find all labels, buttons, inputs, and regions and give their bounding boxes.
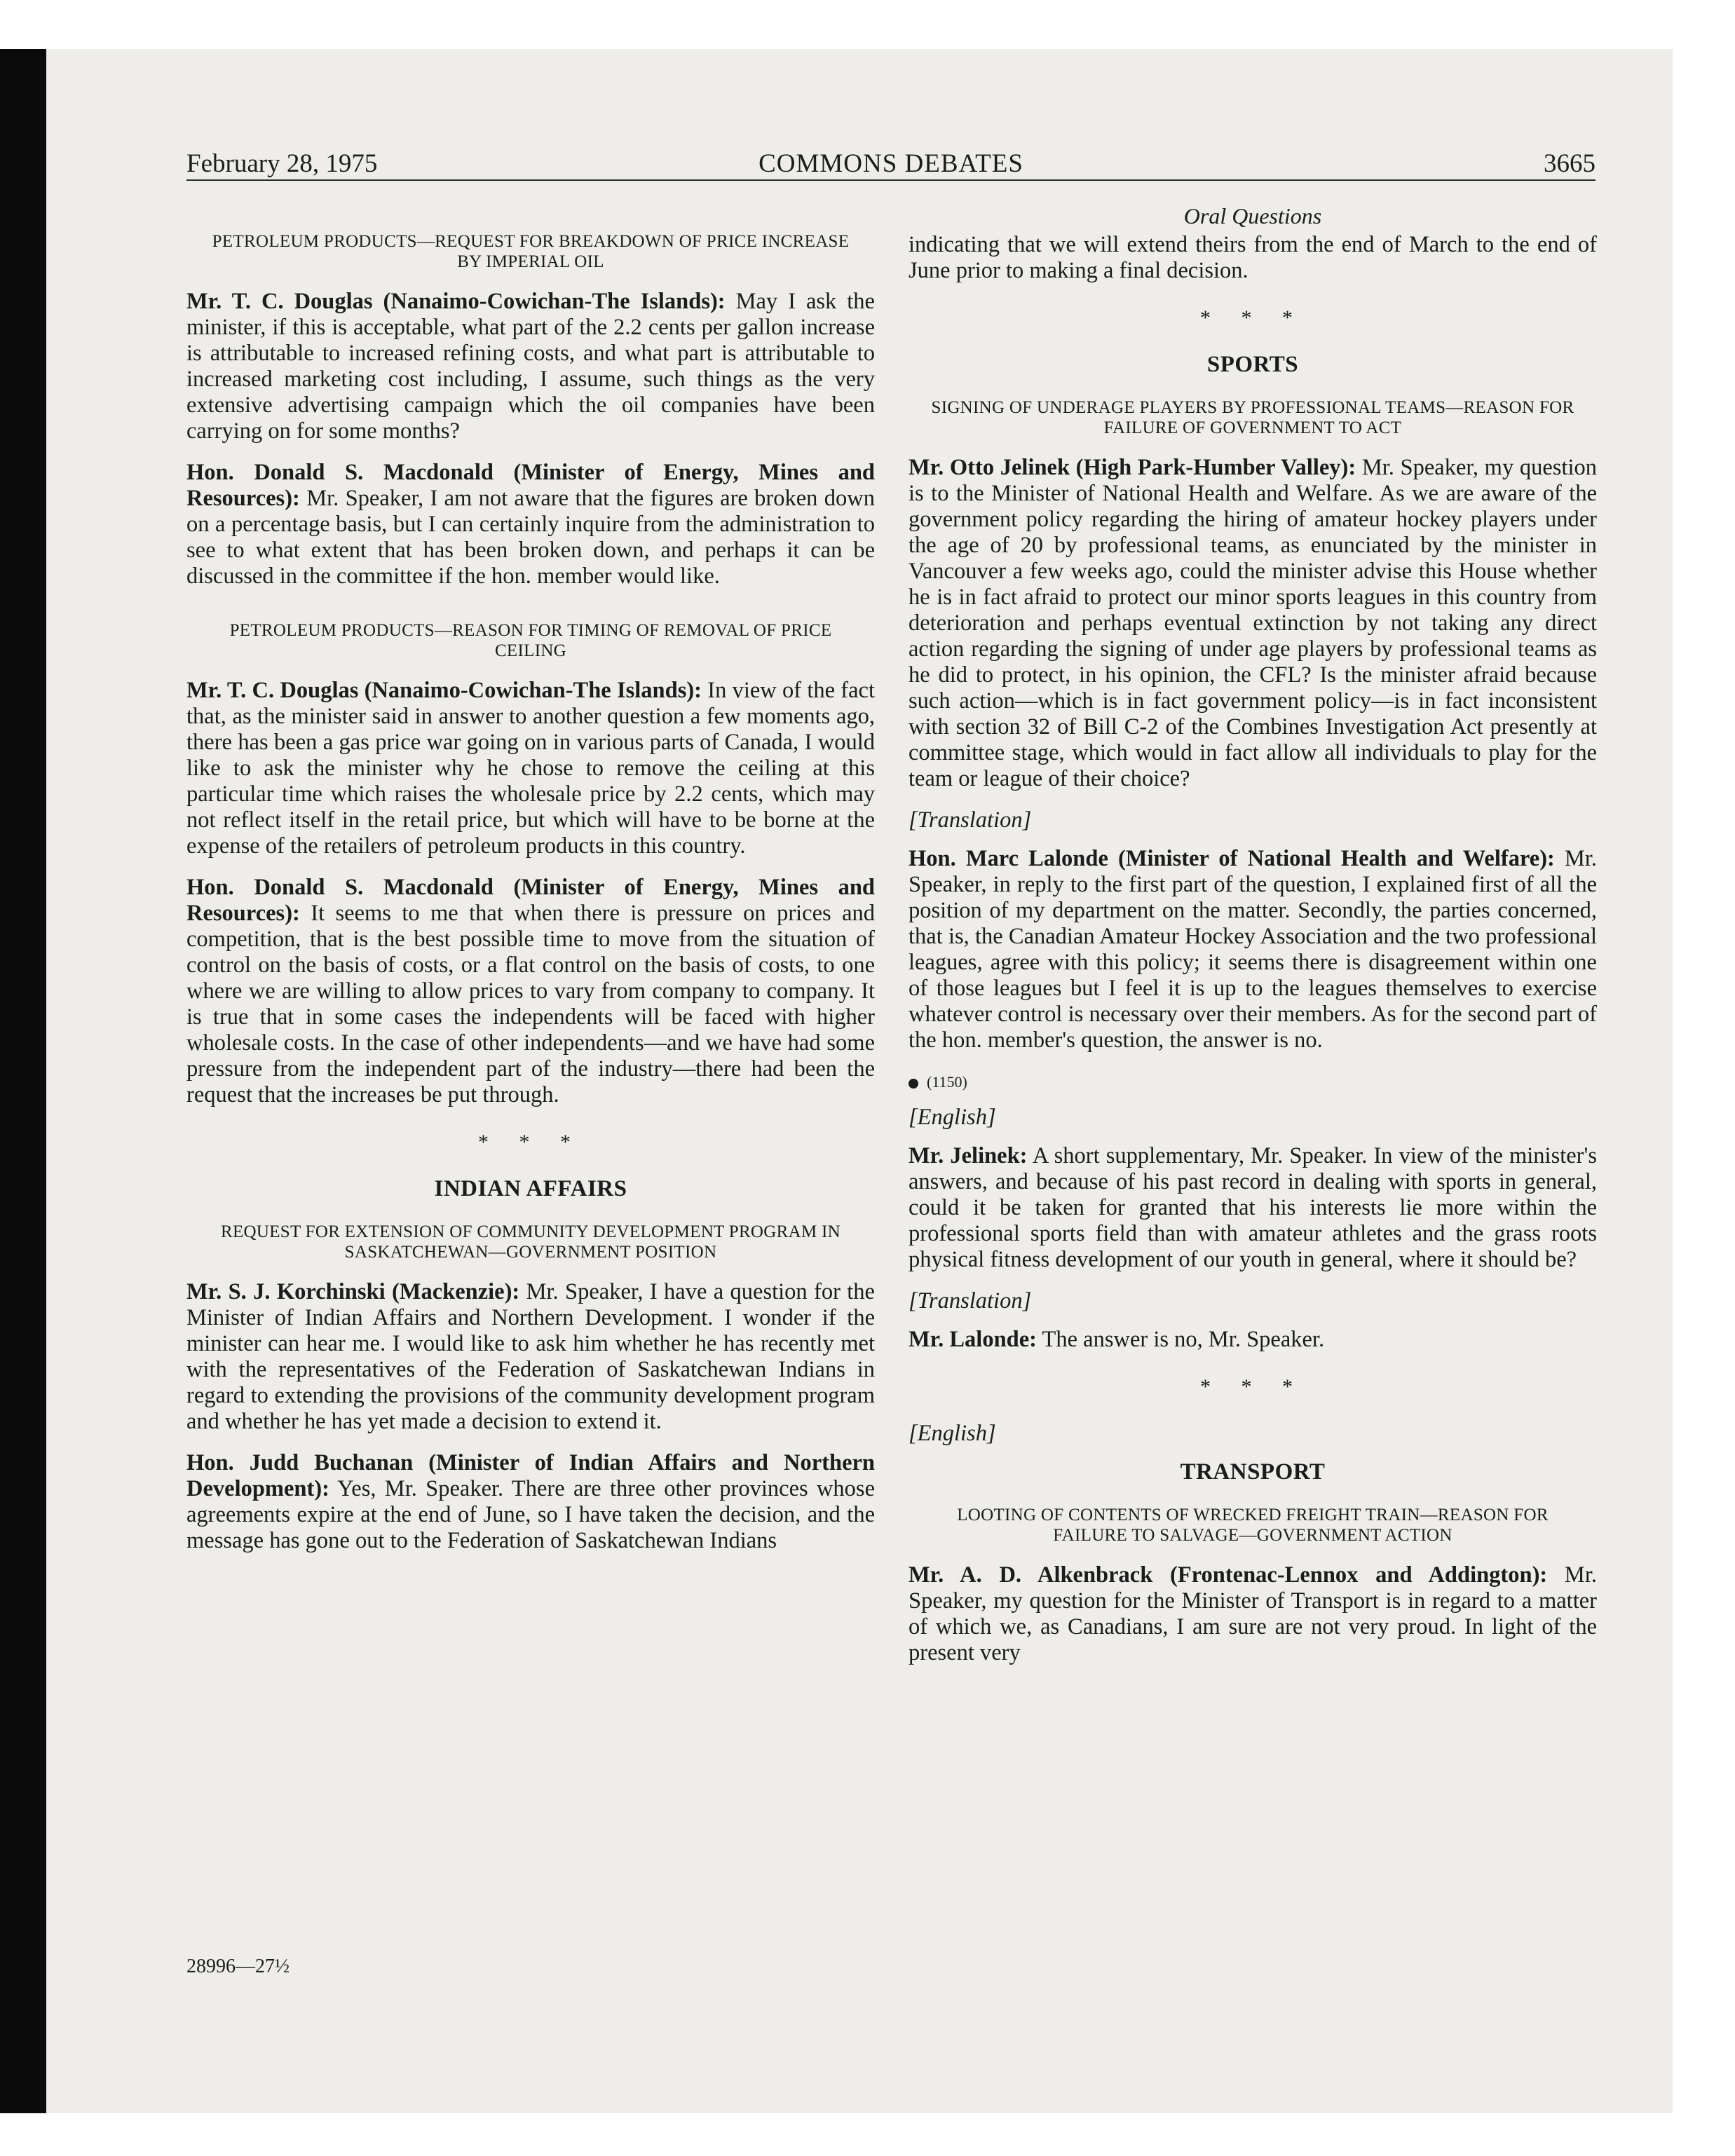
paragraph-text: Mr. Speaker, I have a question for the Minister of Indian Affairs and Northern Development. I wonder if the minister can hear me. I would like to ask him whether he has recently met with the representatives of the Federation of Saskatchewan Indians in regard to extending the provisions of the community development program and whether he has yet made a decision to extend it. (186, 1279, 875, 1434)
header-date: February 28, 1975 (186, 149, 378, 178)
section-title: TRANSPORT (1180, 1459, 1326, 1485)
paragraph-text: A short supplementary, Mr. Speaker. In view of the minister's answers, and because of his past record in dealing with sports in general, could it be taken for granted that his interests lie more within the professional sports field than with amateur athletes and the grass roots physical fitness development of our youth in general, where it should be? (909, 1143, 1597, 1272)
paragraph (909, 455, 1597, 792)
paragraph (909, 232, 1597, 284)
paragraph-text: In view of the fact that, as the minister said in answer to another question a few moments ago, there has been a gas price war going on in various parts of Canada, I would like to ask the minister why he chose to remove the ceiling at this particular time which raises the wholesale price by 2.2 cents, which may not reflect itself in the retail price, but which will have to be borne at the expense of the retailers of petroleum products in this country. (186, 678, 875, 859)
section-title: SPORTS (1206, 352, 1299, 377)
timestamp-marker (909, 1069, 1597, 1095)
paragraph-text: Mr. Speaker, my question for the Minister of Transport is in regard to a matter of which we, as Canadians, I am sure are not very proud. In light of the present very (909, 1562, 1597, 1665)
paragraph-text: It seems to me that when there is pressure on prices and competition, that is the best possible time to move from the situation of control on the basis of costs, or a flat control on the basis of costs, to one where we are willing to allow prices to vary from company to company. It is true that in some cases the independents will be faced with higher wholesale costs. In the case of other independents—and we have had some pressure from the independent part of the industry—there had been the request that the increases be put through. (186, 901, 875, 1107)
section-divider-stars: * * * (478, 1131, 583, 1154)
language-tag: [Translation] (909, 1288, 1032, 1314)
paragraph (186, 460, 875, 589)
paragraph (186, 678, 875, 859)
right-column (909, 203, 1597, 1681)
paragraph-text: Yes, Mr. Speaker. There are three other provinces whose agreements expire at the end of June, so I have taken the decision, and the message has gone out to the Federation of Saskatchewan Indians (186, 1476, 875, 1553)
speaker-name: Mr. S. J. Korchinski (Mackenzie): (186, 1279, 520, 1304)
paragraph-text: Mr. Speaker, in reply to the first part of the question, I explained first of all the position of my department on the matter. Secondly, the parties concerned, that is, the Canadian Amateur Hockey Association and the two professional leagues, agree with this policy; it seems there is disagreement within one of those leagues but I feel it is up to the leagues themselves to exercise whatever control is necessary over their members. As for the second part of the hon. member's question, the answer is no. (909, 846, 1597, 1053)
language-tag: [English] (909, 1105, 996, 1130)
paragraph (909, 1327, 1597, 1353)
paragraph-text: Mr. Speaker, my question is to the Minister of National Health and Welfare. As we are aware of the government policy regarding the hiring of amateur hockey players under the age of 20 by professional teams, as enunciated by the minister in Vancouver a few weeks ago, could the minister advise this House whether he is in fact afraid to protect our minor sports leagues in this country from deterioration and perhaps eventual extinction by not taking any direct action regarding the signing of under age players by professional teams as he did to protect, in his opinion, the CFL? Is the minister afraid because such action—which is in fact government policy—is in fact inconsistent with section 32 of Bill C-2 of the Combines Investigation Act presently at committee stage, which would in fact allow all individuals to play for the team or league of their choice? (909, 455, 1597, 791)
paragraph (909, 1562, 1597, 1666)
subheading: REQUEST FOR EXTENSION OF COMMUNITY DEVELOPMENT PROGRAM IN SASKATCHEWAN—GOVERNMENT POSITION (220, 1222, 841, 1262)
paragraph-text: May I ask the minister, if this is acceptable, what part of the 2.2 cents per gallon increase is attributable to increased refining costs, and what part is attributable to increased marketing cost including, I assume, such things as the very extensive advertising campaign which the oil companies have been carrying on for some months? (186, 289, 875, 444)
paragraph-text: Mr. Speaker, I am not aware that the figures are broken down on a percentage basis, but I can certainly inquire from the administration to see to what extent that has been broken down, and perhaps it can be discussed in the committee if the hon. member would like. (186, 486, 875, 589)
paragraph (186, 875, 875, 1108)
speaker-name: Mr. T. C. Douglas (Nanaimo-Cowichan-The Islands): (186, 289, 726, 314)
subheading: PETROLEUM PRODUCTS—REASON FOR TIMING OF REMOVAL OF PRICE CEILING (229, 621, 832, 660)
paragraph (909, 1143, 1597, 1273)
paragraph-text: indicating that we will extend theirs from the end of March to the end of June prior to making a final decision. (909, 232, 1597, 283)
left-column (186, 203, 875, 1569)
speaker-name: Hon. Donald S. Macdonald (Minister of Energy, Mines and Resources): (186, 460, 875, 511)
speaker-name: Mr. A. D. Alkenbrack (Frontenac-Lennox and Addington): (909, 1562, 1548, 1588)
section-divider-stars: * * * (1200, 306, 1305, 329)
timestamp-text: (1150) (927, 1073, 967, 1091)
speaker-name: Mr. Otto Jelinek (High Park-Humber Valley): (909, 455, 1356, 480)
footer-print-code: 28996—27½ (186, 1956, 290, 1977)
subheading: SIGNING OF UNDERAGE PLAYERS BY PROFESSIONAL TEAMS—REASON FOR FAILURE OF GOVERNMENT TO ACT (931, 398, 1574, 437)
paragraph (186, 1279, 875, 1435)
paragraph (186, 289, 875, 444)
paragraph-text: The answer is no, Mr. Speaker. (1036, 1327, 1325, 1352)
speaker-name: Mr. Jelinek: (909, 1143, 1028, 1168)
page-header (186, 149, 1595, 182)
header-publication: COMMONS DEBATES (758, 149, 1023, 178)
paragraph (186, 1450, 875, 1554)
running-head: Oral Questions (1183, 203, 1322, 228)
language-tag: [English] (909, 1421, 996, 1446)
subheading: PETROLEUM PRODUCTS—REQUEST FOR BREAKDOWN OF PRICE INCREASE BY IMPERIAL OIL (212, 232, 850, 271)
speaker-name: Hon. Judd Buchanan (Minister of Indian Affairs and Northern Development): (186, 1450, 875, 1501)
section-title: INDIAN AFFAIRS (434, 1176, 627, 1201)
header-page-number: 3665 (1544, 149, 1595, 178)
speaker-name: Mr. T. C. Douglas (Nanaimo-Cowichan-The Islands): (186, 678, 702, 703)
scan-black-edge (0, 49, 46, 2113)
header-rule (186, 179, 1595, 181)
section-divider-stars: * * * (1200, 1375, 1305, 1398)
speaker-name: Mr. Lalonde: (909, 1327, 1037, 1352)
speaker-name: Hon. Marc Lalonde (Minister of National Health and Welfare): (909, 846, 1555, 871)
subheading: LOOTING OF CONTENTS OF WRECKED FREIGHT TRAIN—REASON FOR FAILURE TO SALVAGE—GOVERNMENT ACTION (957, 1506, 1549, 1545)
language-tag: [Translation] (909, 807, 1032, 833)
bullet-icon (909, 1079, 918, 1089)
paragraph (909, 846, 1597, 1053)
speaker-name: Hon. Donald S. Macdonald (Minister of Energy, Mines and Resources): (186, 875, 875, 926)
